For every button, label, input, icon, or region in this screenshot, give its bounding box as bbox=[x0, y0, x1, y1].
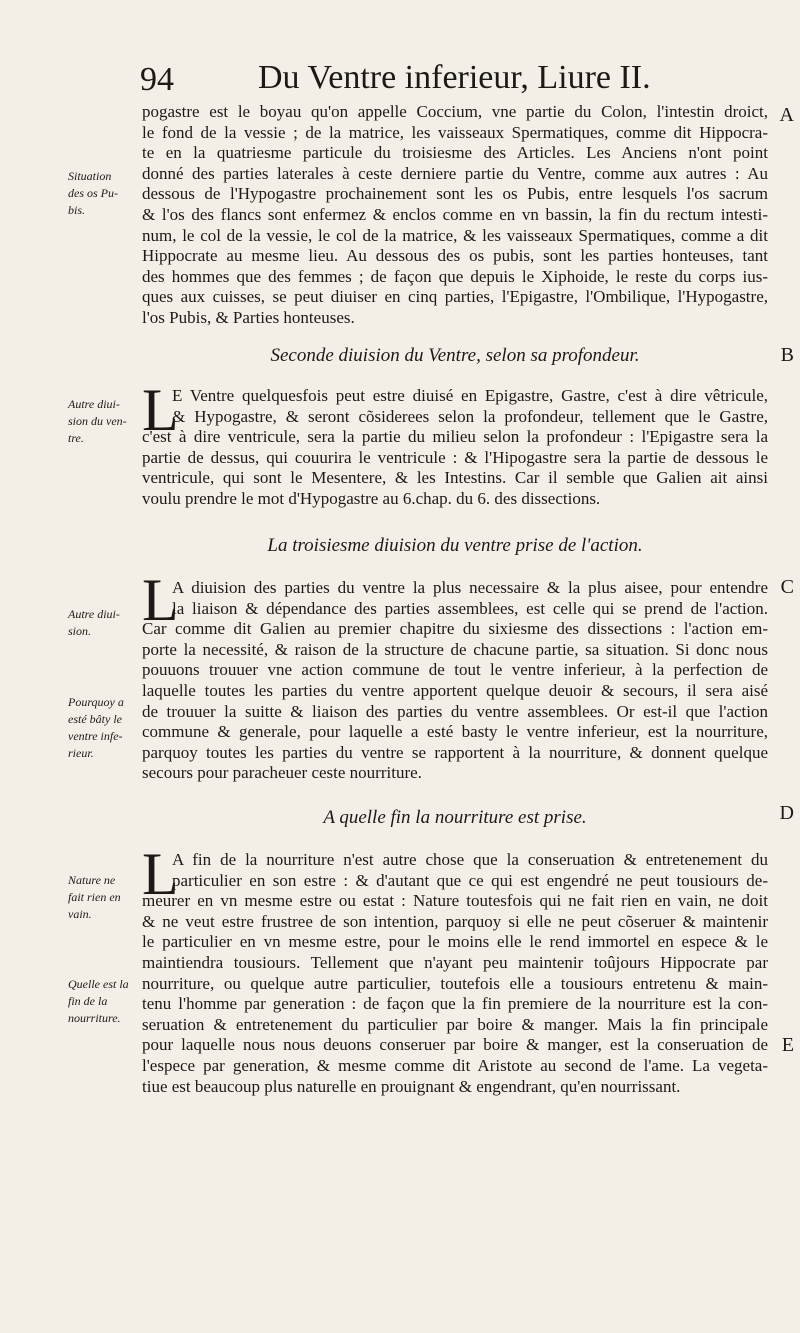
text-line: partie de dessus, qui couurira le ventricule : & l'Hipogastre sera la partie de dessous le bbox=[142, 447, 768, 467]
text-line: de trouuer la suitte & liaison des parties du ventre assemblees. Or est-il que l'action bbox=[142, 701, 768, 721]
text-line: seruation & entretenement du particulier par boire & manger. Mais la fin principale bbox=[142, 1014, 768, 1034]
text-line: E Ventre quelquesfois peut estre diuisé en Epigastre, Gastre, c'est à dire vêtricule, bbox=[172, 386, 768, 405]
text-line: ventricule, qui sont le Mesentere, & les Intestins. Car il semble que Galien ait ainsi bbox=[142, 468, 768, 488]
text-line: la liaison & dépendance des parties assemblees, est celle qui se prend de l'action. bbox=[172, 598, 768, 618]
margin-note: Nature ne fait rien en vain. bbox=[68, 873, 121, 921]
text-line: ques aux cuisses, se peut diuiser en cinq parties, l'Epigastre, l'Ombilique, l'Hypogastre, bbox=[142, 287, 768, 307]
text-line: le fond de la vessie ; de la matrice, les vaisseaux Spermatiques, comme dit Hippocra- bbox=[142, 122, 768, 142]
text-line: & Hypogastre, & seront cõsiderees selon la profondeur, tellement que le Gastre, bbox=[172, 406, 768, 426]
margin-note: Autre diui- sion. bbox=[68, 607, 120, 638]
text-line: Hippocrate au mesme lieu. Au dessous des os pubis, sont les parties honteuses, tant bbox=[142, 246, 768, 266]
text-line: l'espece par generation, & mesme comme dit Aristote au second de l'ame. La vegeta- bbox=[142, 1055, 768, 1075]
section-letter-a: A bbox=[779, 104, 794, 126]
text-line: voulu prendre le mot d'Hypogastre au 6.chap. du 6. des dissections. bbox=[142, 488, 601, 508]
margin-note: Autre diui- sion du ven- tre. bbox=[68, 397, 127, 445]
text-line: parquoy toutes les parties du ventre se rapportent à la nourriture, & donnent quelque bbox=[142, 742, 768, 762]
text-line: A diuision des parties du ventre la plus necessaire & la plus aisee, pour entendre bbox=[172, 578, 768, 597]
text-line: & ne veut estre frustree de son intention, parquoy si elle ne peut cõseruer & maintenir bbox=[142, 911, 768, 931]
drop-cap: L bbox=[142, 377, 179, 443]
margin-note: Pourquoy a esté bâty le ventre infe- rieur. bbox=[68, 695, 124, 760]
text-line: c'est à dire ventricule, sera la partie du milieu selon la profondeur : l'Epigastre sera la bbox=[142, 427, 768, 447]
text-line: porte la necessité, & raison de la structure de chacune partie, sa situation. Si donc nous bbox=[142, 639, 768, 659]
text-line: num, le col de la vessie, le col de la matrice, & les vaisseaux Spermatiques, comme a dit bbox=[142, 225, 768, 245]
paragraph-4 bbox=[142, 841, 768, 1097]
paragraph-2 bbox=[142, 377, 768, 510]
text-line: Car comme dit Galien au premier chapitre du sixiesme des dissections : l'action em- bbox=[142, 619, 768, 639]
page-header bbox=[140, 58, 660, 98]
paragraph-1 bbox=[142, 102, 768, 329]
section-heading: A quelle fin la nourriture est prise. bbox=[323, 807, 587, 828]
text-line: le particulier en vn mesme estre, pour le moins elle le rend immortel en espece & le bbox=[142, 932, 768, 952]
page-number: 94 bbox=[140, 61, 174, 98]
section-heading: Seconde diuision du Ventre, selon sa profondeur. bbox=[270, 345, 640, 366]
text-line: particulier en son estre : & d'autant que ce qui est engendré ne peut tousiours de- bbox=[172, 870, 768, 890]
text-line: A fin de la nourriture n'est autre chose que la conseruation & entretenement du bbox=[172, 850, 768, 869]
text-line: donné des parties laterales à ceste derniere partie du Ventre, comme aux autres : Au bbox=[142, 163, 768, 183]
text-line: maintiendra tousiours. Tellement que n'ayant peu maintenir toûjours Hippocrate par bbox=[142, 952, 768, 972]
section-letter-d: D bbox=[779, 802, 794, 824]
margin-note: Quelle est la fin de la nourriture. bbox=[68, 977, 129, 1025]
text-line: te en la quatriesme particule du troisiesme des Articles. Les Anciens n'ont point bbox=[142, 143, 768, 163]
running-title: Du Ventre inferieur, Liure II. bbox=[258, 59, 651, 96]
text-line: nourriture, ou quelque autre particulier, toutefois elle a tousiours entretenu & main- bbox=[142, 973, 768, 993]
text-line: pour laquelle nous nous deuons conseruer par boire & manger, est la conseruation de bbox=[142, 1035, 768, 1055]
section-heading: La troisiesme diuision du ventre prise de l'action. bbox=[267, 535, 643, 556]
paragraph-3 bbox=[142, 578, 768, 784]
text-line: tenu l'homme par generation : de façon que la fin premiere de la nourriture est la con- bbox=[142, 994, 768, 1014]
section-letter-b: B bbox=[780, 344, 794, 366]
text-line: commune & generale, pour laquelle a esté basty le ventre inferieur, est la nourriture, bbox=[142, 722, 768, 742]
section-letter-e: E bbox=[781, 1034, 794, 1056]
text-line: l'os Pubis, & Parties honteuses. bbox=[142, 307, 355, 327]
drop-cap: L bbox=[142, 567, 179, 633]
margin-note: Situation des os Pu- bis. bbox=[68, 169, 118, 217]
text-line: meurer en vn mesme estre ou estat : Nature toutesfois qui ne fait rien en vain, ne doit bbox=[142, 891, 768, 911]
text-line: pouuons trouuer vne action commune de tout le ventre inferieur, à la perfection de bbox=[142, 660, 768, 680]
text-line: laquelle toutes les parties du ventre apportent quelque deuoir & secours, il sera aisé bbox=[142, 680, 768, 700]
drop-cap: L bbox=[142, 841, 179, 907]
text-line: tiue est beaucoup plus naturelle en prouignant & engendrant, qu'en nourrissant. bbox=[142, 1076, 681, 1096]
text-line: des hommes que des femmes ; de façon que depuis le Xiphoide, le reste du corps ius- bbox=[142, 266, 768, 286]
text-line: dessous de l'Hypogastre prochainement sont les os Pubis, entre lesquels l'os sacrum bbox=[142, 184, 768, 204]
text-line: pogastre est le boyau qu'on appelle Coccium, vne partie du Colon, l'intestin droict, bbox=[142, 102, 768, 121]
text-line: secours pour paracheuer ceste nourriture. bbox=[142, 763, 422, 783]
text-line: & l'os des flancs sont enfermez & enclos comme en vn bassin, la fin du rectum intesti- bbox=[142, 204, 768, 224]
section-letter-c: C bbox=[780, 576, 794, 598]
